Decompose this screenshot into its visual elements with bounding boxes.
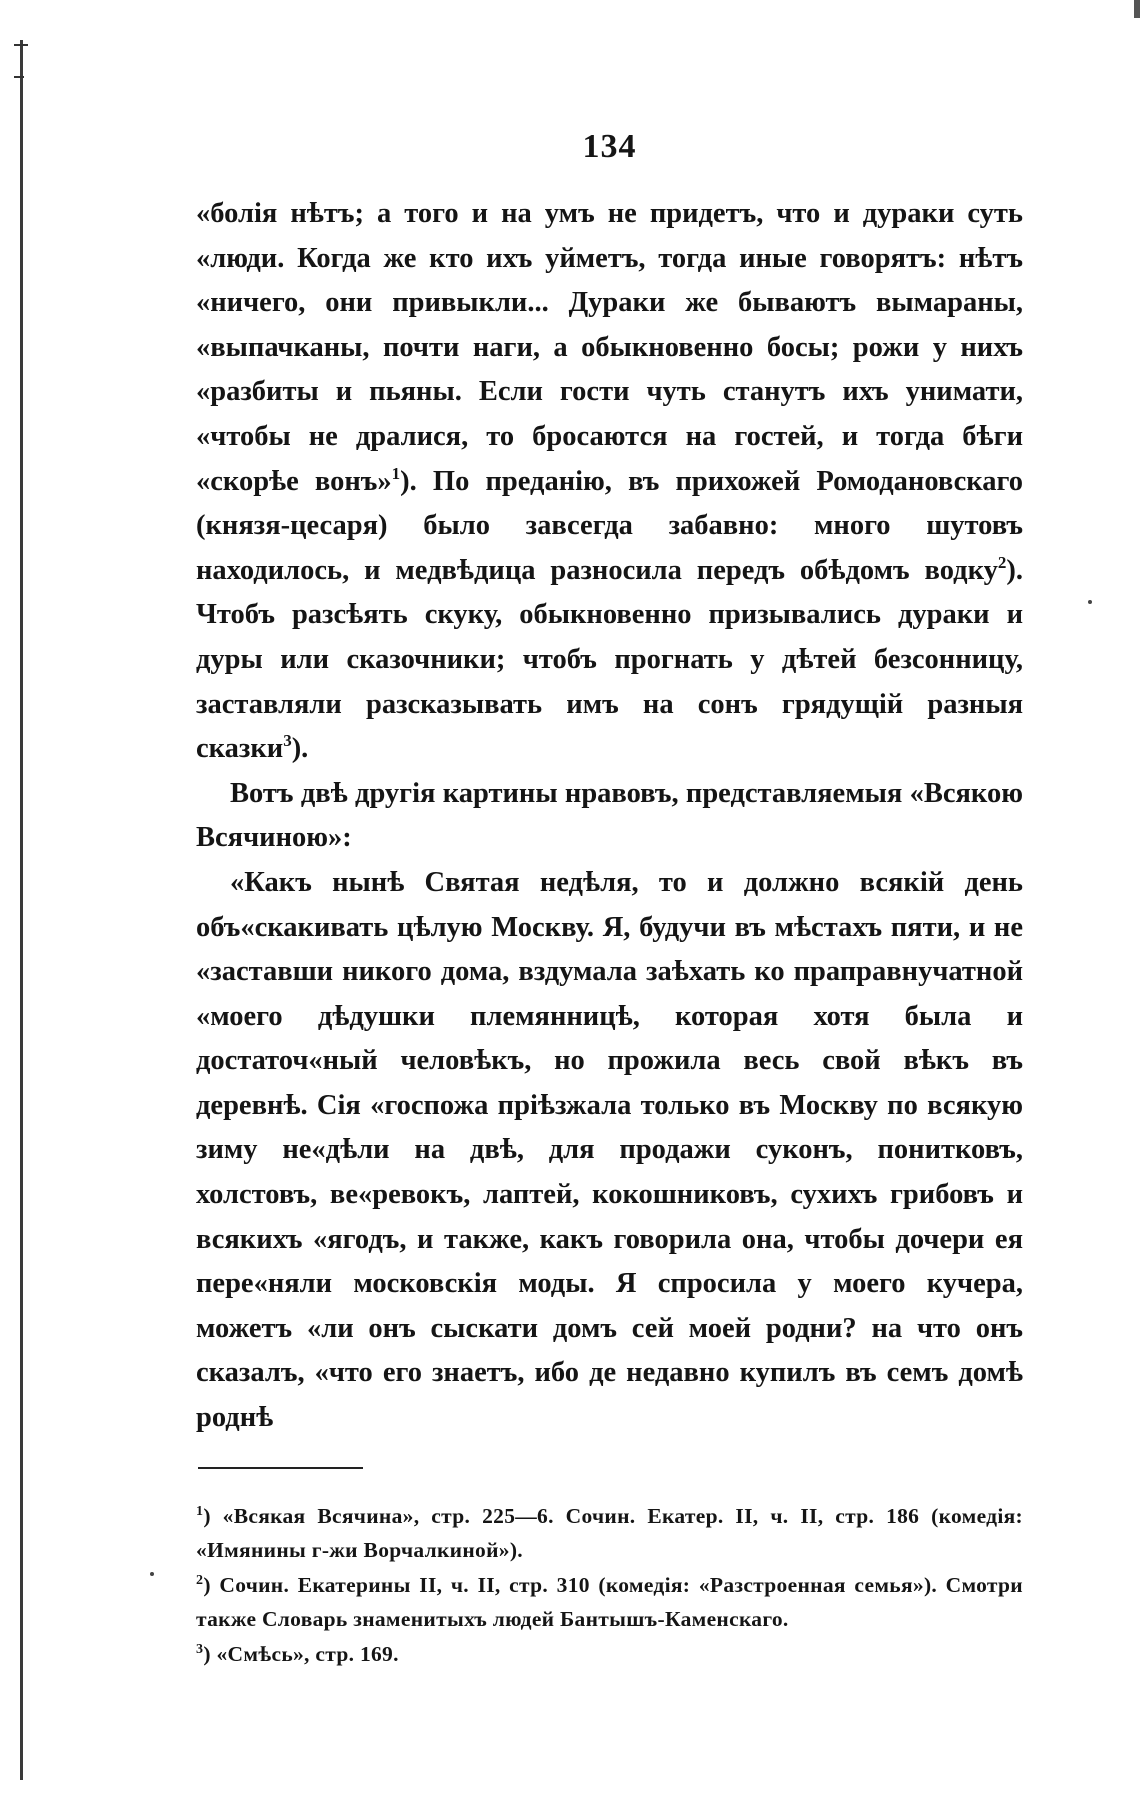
footnote-marker: 2 xyxy=(196,1572,204,1588)
footnote-text: ) «Всякая Всячина», стр. 225—6. Сочин. Екатер. II, ч. II, стр. 186 (комедія: «Имянины г-жи Ворчалкиной»). xyxy=(196,1503,1023,1563)
footnotes xyxy=(196,1499,1023,1672)
footnote-rule xyxy=(198,1467,363,1469)
paragraph xyxy=(196,192,1023,772)
paragraph-text: Вотъ двѣ другія картины нравовъ, представляемыя «Всякою Всячиною»: xyxy=(196,777,1023,854)
footnote-text: ) «Смѣсь», стр. 169. xyxy=(203,1641,399,1666)
footnote-text: ) Сочин. Екатерины II, ч. II, стр. 310 (комедія: «Разстроенная семья»). Смотри также Словарь знаменитыхъ людей Бантышъ-Каменскаго. xyxy=(196,1572,1023,1632)
paragraph-text: «болія нѣтъ; а того и на умъ не придетъ, что и дураки суть «люди. Когда же кто ихъ уйметъ, тогда иные говорятъ: нѣтъ «ничего, они привыкли... Дураки же бываютъ вымараны, «выпачканы, почти наги, а обыкновенно босы; рожи у нихъ «разбиты и пьяны. Если гости чуть станутъ ихъ унимати, «чтобы не дралися, то бросаются на гостей, и тогда бѣги «скорѣе вонъ» xyxy=(196,198,1023,497)
binding-mark xyxy=(14,44,28,46)
corner-mark xyxy=(1134,0,1140,18)
footnote xyxy=(196,1568,1023,1637)
footnote xyxy=(196,1637,1023,1672)
footnote-marker: 1 xyxy=(196,1503,204,1519)
page-number: 134 xyxy=(582,128,637,165)
paragraph-text: ). xyxy=(291,733,309,765)
print-speck xyxy=(150,1572,154,1576)
footnote xyxy=(196,1499,1023,1568)
paragraph xyxy=(196,861,1023,1441)
print-speck xyxy=(1088,600,1092,604)
footnote-reference: 2 xyxy=(997,552,1007,572)
paragraph-text: «Какъ нынѣ Святая недѣля, то и должно всякій день объ«скакивать цѣлую Москву. Я, будучи въ мѣстахъ пяти, и не «заставши никого дома, вздумала заѣхать ко праправнучатной «моего дѣдушки племянницѣ, которая хотя была и достаточ«ный человѣкъ, но прожила весь свой вѣкъ въ деревнѣ. Сія «госпожа пріѣзжала только въ Москву по всякую зиму не«дѣли на двѣ, для продажи суконъ, понитковъ, холстовъ, ве«ревокъ, лаптей, кокошниковъ, сухихъ грибовъ и всякихъ «ягодъ, и также, какъ говорила она, чтобы дочери ея пере«няли московскія моды. Я спросила у моего кучера, можетъ «ли онъ сыскати домъ сей моей родни? на что онъ сказалъ, «что его знаетъ, ибо де недавно купилъ въ семъ домѣ роднѣ xyxy=(196,866,1023,1434)
footnote-reference: 1 xyxy=(391,463,401,483)
binding-mark xyxy=(14,76,24,78)
footnote-marker: 3 xyxy=(196,1641,204,1657)
binding-edge xyxy=(20,40,23,1780)
body-text xyxy=(196,192,1023,1441)
paragraph-text: ). Чтобъ разсѣять скуку, обыкновенно призывались дураки и дуры или сказочники; чтобъ прогнать у дѣтей безсонницу, заставляли разсказывать имъ на сонъ грядущій разныя сказки xyxy=(196,554,1023,765)
paragraph-text: ). По преданію, въ прихожей Ромодановскаго (князя-цесаря) было завсегда забавно: много шутовъ находилось, и медвѣдица разносила передъ обѣдомъ водку xyxy=(196,465,1024,586)
footnote-reference: 3 xyxy=(283,731,292,751)
book-page xyxy=(196,128,1023,1671)
paragraph xyxy=(196,772,1023,861)
